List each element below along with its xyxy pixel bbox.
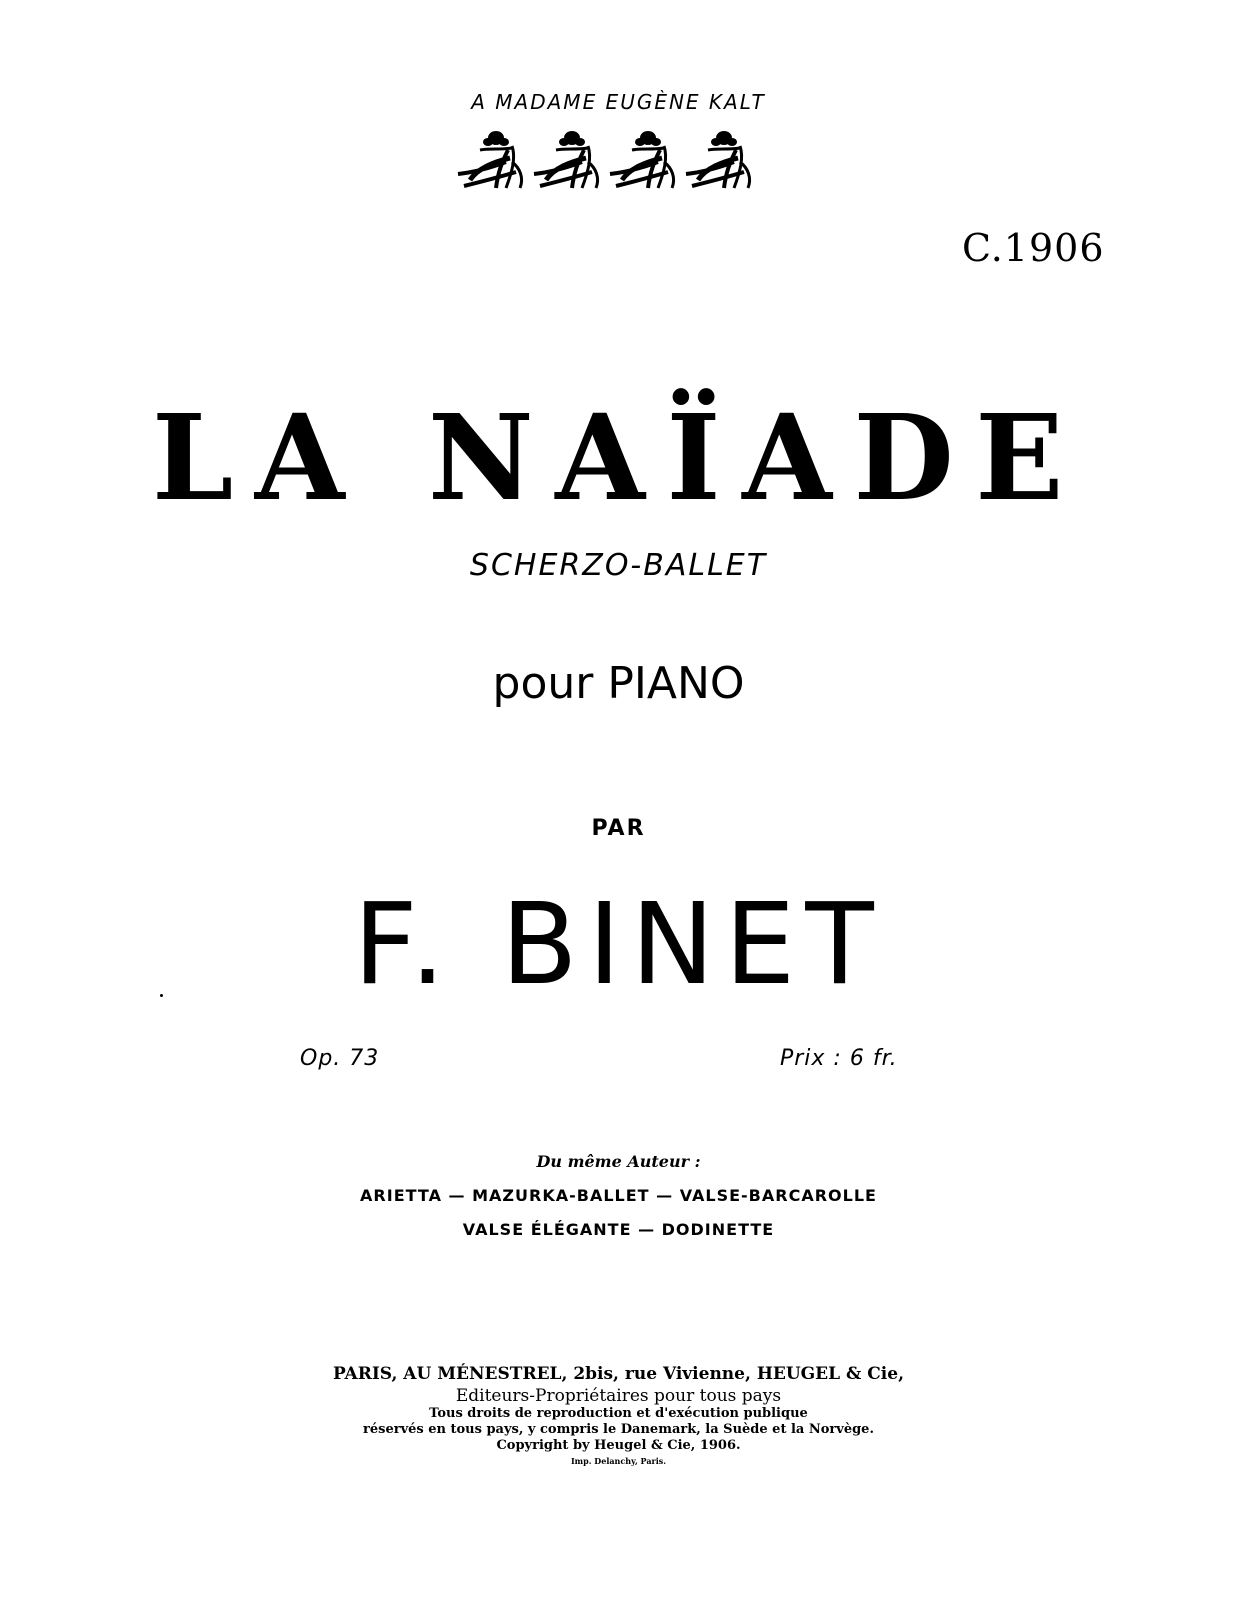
printer-credit: Imp. Delanchy, Paris. [570, 1456, 667, 1466]
scan-speck [160, 994, 163, 997]
opus-number: Op. 73 [300, 1046, 380, 1071]
library-shelfmark: C.1906 [962, 226, 1105, 270]
other-works-heading: Du même Auteur : [536, 1152, 701, 1171]
by-label: PAR [591, 816, 646, 841]
other-works-line: ARIETTA — MAZURKA-BALLET — VALSE-BARCAROLLE [360, 1186, 877, 1205]
other-works-line: VALSE ÉLÉGANTE — DODINETTE [462, 1220, 775, 1239]
publisher-rights-holder: Editeurs-Propriétaires pour tous pays [455, 1386, 782, 1406]
copyright-notice: Copyright by Heugel & Cie, 1906. [496, 1438, 741, 1453]
publisher-address: PARIS, AU MÉNESTREL, 2bis, rue Vivienne, HEUGEL & Cie, [332, 1364, 905, 1384]
page-title: LA NAÏADE [151, 388, 1085, 527]
subtitle: SCHERZO-BALLET [469, 548, 768, 583]
iris-flower-ornament-icon [450, 128, 760, 192]
rights-notice: Tous droits de reproduction et d'exécution publique [429, 1406, 808, 1421]
instrumentation: pour PIANO [492, 658, 745, 709]
rights-notice: réservés en tous pays, y compris le Danemark, la Suède et la Norvège. [363, 1422, 874, 1437]
price: Prix : 6 fr. [780, 1046, 898, 1071]
composer-name: F. BINET [353, 880, 884, 1010]
dedication: A MADAME EUGÈNE KALT [471, 90, 766, 114]
